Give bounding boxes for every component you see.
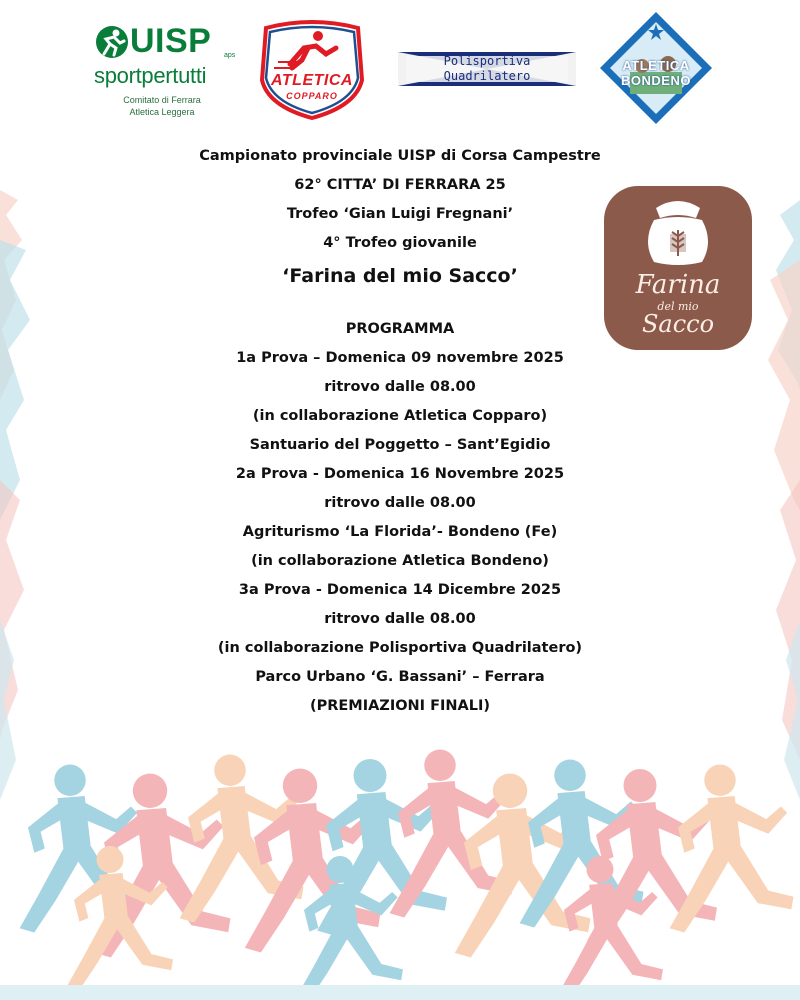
event-title: ‘Farina del mio Sacco’ bbox=[282, 265, 518, 287]
uisp-aps: aps bbox=[224, 52, 236, 59]
event-text bbox=[130, 146, 670, 716]
program-line: (in collaborazione Atletica Bondeno) bbox=[251, 553, 549, 569]
uisp-title: UISP bbox=[130, 22, 212, 60]
farina-word1: Farina bbox=[635, 270, 721, 300]
program-line: 1a Prova – Domenica 09 novembre 2025 bbox=[236, 350, 564, 366]
polisportiva-line1: Polisportiva bbox=[443, 54, 531, 68]
atletica-copparo-logo bbox=[252, 18, 372, 122]
copparo-name: ATLETICA bbox=[271, 72, 353, 89]
uisp-section: Atletica Leggera bbox=[129, 107, 195, 117]
bondeno-name: ATLETICA BONDENO bbox=[621, 58, 691, 88]
uisp-committee: Comitato di Ferrara bbox=[123, 95, 201, 105]
uisp-runner-icon bbox=[92, 24, 132, 60]
program-line: ritrovo dalle 08.00 bbox=[324, 495, 476, 511]
program-line: (in collaborazione Atletica Copparo) bbox=[252, 408, 548, 424]
program-line: (PREMIAZIONI FINALI) bbox=[309, 698, 491, 714]
uisp-slogan: sportpertutti bbox=[94, 63, 207, 88]
program-line: ritrovo dalle 08.00 bbox=[324, 611, 476, 627]
copparo-shield-icon bbox=[252, 18, 372, 122]
program-heading: PROGRAMMA bbox=[345, 321, 455, 337]
runners-illustration bbox=[0, 730, 800, 1000]
program-line: Santuario del Poggetto – Sant’Egidio bbox=[249, 437, 551, 453]
trophy-title: Trofeo ‘Gian Luigi Fregnani’ bbox=[286, 206, 514, 222]
program-line: 3a Prova - Domenica 14 Dicembre 2025 bbox=[238, 582, 562, 598]
runner-figure bbox=[670, 765, 794, 933]
program-line: ritrovo dalle 08.00 bbox=[324, 379, 476, 395]
program-line: (in collaborazione Polisportiva Quadrilatero) bbox=[217, 640, 583, 656]
program-line: Agriturismo ‘La Florida’- Bondeno (Fe) bbox=[242, 524, 558, 540]
atletica-bondeno-logo bbox=[596, 10, 716, 126]
program-line: 2a Prova - Domenica 16 Novembre 2025 bbox=[235, 466, 565, 482]
polisportiva-line2: Quadrilatero bbox=[443, 69, 531, 83]
runner-group bbox=[20, 750, 794, 1000]
edition-title: 62° CITTA’ DI FERRARA 25 bbox=[294, 177, 506, 193]
copparo-sub: COPPARO bbox=[286, 91, 338, 101]
ground-strip bbox=[0, 985, 800, 1000]
sponsor-logos bbox=[0, 0, 800, 130]
youth-trophy-title: 4° Trofeo giovanile bbox=[323, 235, 477, 251]
runner-figure bbox=[557, 856, 663, 1000]
program-line: Parco Urbano ‘G. Bassani’ – Ferrara bbox=[255, 669, 545, 685]
farina-word3: Sacco bbox=[641, 310, 715, 338]
uisp-logo bbox=[92, 22, 242, 122]
farina-word2: del mio bbox=[657, 300, 699, 313]
championship-title: Campionato provinciale UISP di Corsa Campestre bbox=[199, 148, 601, 164]
polisportiva-quadrilatero-logo bbox=[398, 52, 576, 86]
